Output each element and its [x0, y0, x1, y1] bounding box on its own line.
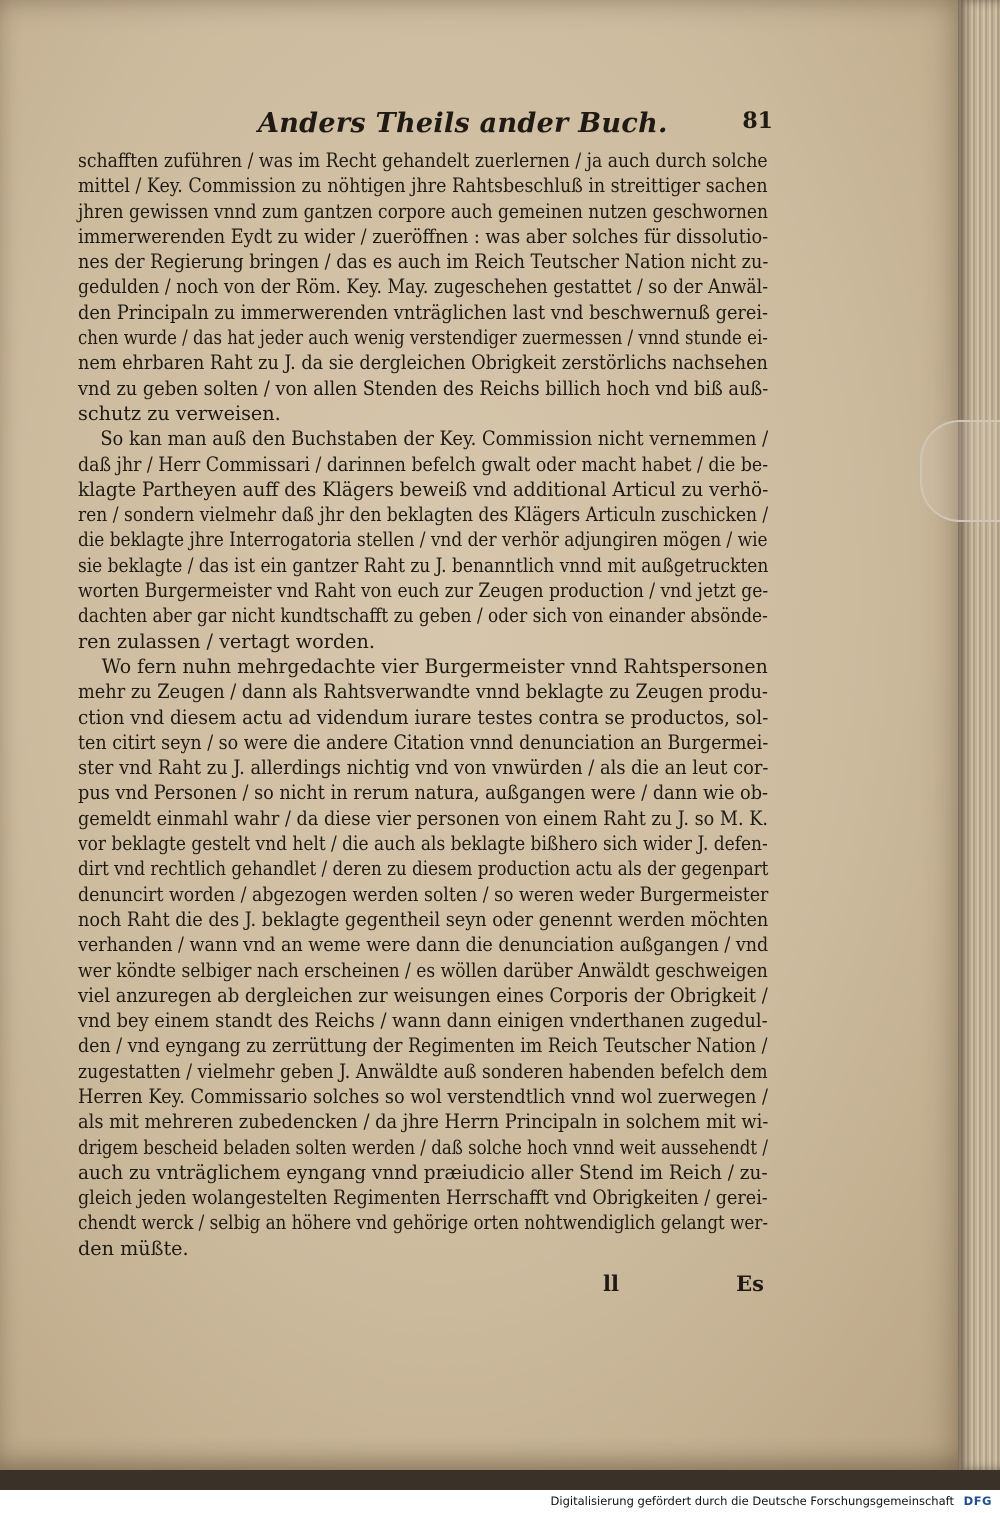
page-number: 81: [742, 108, 773, 134]
text-line: daß jhr / Herr Commissari / darinnen befelch gwalt oder macht habet / die be-: [78, 452, 769, 476]
signature-mark: ll: [603, 1271, 619, 1297]
text-line: schutz zu verweisen.: [78, 401, 281, 425]
text-line: nes der Regierung bringen / das es auch im Reich Teutscher Nation nicht zu-: [78, 250, 769, 274]
text-line: denuncirt worden / abgezogen werden solten / so weren weder Burgermeister: [78, 882, 769, 906]
text-line: ten citirt seyn / so were die andere Citation vnnd denunciation an Burgermei-: [78, 730, 769, 754]
funding-bar: [0, 1490, 1000, 1513]
text-line: wer köndte selbiger nach erscheinen / es wöllen darüber Anwäldt geschweigen: [78, 958, 768, 982]
text-line: chen wurde / das hat jeder auch wenig verstendiger zuermessen / vnnd stunde ei-: [78, 326, 768, 350]
text-line: zugestatten / vielmehr geben J. Anwäldte auß sonderen habenden befelch dem: [78, 1059, 768, 1083]
text-line: jhren gewissen vnnd zum gantzen corpore auch gemeinen nutzen geschwornen: [78, 199, 768, 223]
text-line: immerwerenden Eydt zu wider / zueröffnen : was aber solches für dissolutio-: [78, 224, 769, 248]
text-line: nem ehrbaren Raht zu J. da sie dergleichen Obrigkeit zerstörlichs nachsehen: [78, 351, 768, 375]
running-header: [78, 108, 773, 148]
text-line: ren / sondern vielmehr daß jhr den beklagten des Klägers Articuln zuschicken /: [78, 503, 769, 527]
paragraph: [78, 654, 768, 1261]
text-line: die beklagte jhre Interrogatoria stellen / vnd der verhör adjungiren mögen / wie: [78, 528, 768, 552]
text-line: ction vnd diesem actu ad videndum iurare testes contra se productos, sol-: [78, 705, 769, 729]
body-text: [78, 148, 768, 1261]
text-line: gleich jeden wolangestelten Regimenten Herrschafft vnd Obrigkeiten / gerei-: [78, 1186, 768, 1210]
text-line: Herren Key. Commissario solches so wol verstendtlich vnnd wol zuerwegen /: [78, 1084, 768, 1108]
text-line: vor beklagte gestelt vnd helt / die auch als beklagte bißhero sich wider J. defen-: [78, 832, 768, 856]
text-line: schafften zuführen / was im Recht gehandelt zuerlernen / ja auch durch solche: [78, 149, 768, 172]
paragraph: [78, 148, 768, 426]
text-line: dachten aber gar nicht kundtschafft zu geben / oder sich von einander absönde-: [78, 604, 768, 628]
text-line: den Principaln zu immerwerenden vnträglichen last vnd beschwernuß gerei-: [78, 300, 769, 324]
text-line: den müßte.: [78, 1236, 189, 1260]
text-line: ster vnd Raht zu J. allerdings nichtig vnd von vnwürden / als die an leut cor-: [78, 756, 769, 780]
page-footer: [78, 1271, 768, 1303]
text-line: gemeldt einmahl wahr / da diese vier personen von einem Raht zu J. so M. K.: [78, 806, 769, 830]
text-line: ren zulassen / vertagt worden.: [78, 629, 375, 653]
paragraph: [78, 426, 768, 654]
text-line: als mit mehreren zubedencken / da jhre Herrn Principaln in solchem mit wi-: [78, 1110, 769, 1134]
text-line: chendt werck / selbig an höhere vnd gehörige orten nohtwendiglich gelangt wer-: [78, 1211, 768, 1235]
text-line: mehr zu Zeugen / dann als Rahtsverwandte vnnd beklagte zu Zeugen produ-: [78, 680, 768, 704]
page-stack-edge: [958, 0, 1000, 1470]
page-tab-marker: [920, 420, 1000, 522]
catchword: Es: [736, 1271, 764, 1297]
text-line: auch zu vnträglichem eyngang vnnd præiudicio aller Stend im Reich / zu-: [78, 1160, 768, 1184]
text-line: sie beklagte / das ist ein gantzer Raht zu J. benanntlich vnnd mit außgetruckten: [78, 553, 769, 577]
page-content: [78, 108, 773, 1303]
text-line: verhanden / wann vnd an weme were dann die denunciation außgangen / vnd: [78, 933, 769, 957]
text-line: Wo fern nuhn mehrgedachte vier Burgermeister vnnd Rahtspersonen: [101, 654, 768, 678]
text-line: mittel / Key. Commission zu nöhtigen jhre Rahtsbeschluß in streittiger sachen: [78, 174, 768, 198]
dfg-logo: DFG: [963, 1494, 992, 1508]
text-line: klagte Partheyen auff des Klägers beweiß vnd additional Articul zu verhö-: [78, 477, 769, 501]
text-line: noch Raht die des J. beklagte gegentheil seyn oder genennt werden möchten: [78, 907, 769, 931]
funding-text: Digitalisierung gefördert durch die Deutsche Forschungsgemeinschaft: [550, 1494, 954, 1508]
text-line: worten Burgermeister vnd Raht von euch zur Zeugen production / vnd jetzt ge-: [78, 579, 769, 603]
text-line: dirt vnd rechtlich gehandlet / deren zu diesem production actu als der gegenpart: [78, 857, 769, 881]
text-line: drigem bescheid beladen solten werden / daß solche hoch vnnd weit aussehendt /: [78, 1135, 768, 1159]
text-line: viel anzuregen ab dergleichen zur weisungen eines Corporis der Obrigkeit /: [78, 983, 768, 1007]
running-title: Anders Theils ander Buch.: [258, 108, 668, 139]
text-line: So kan man auß den Buchstaben der Key. Commission nicht vernemmen /: [100, 427, 769, 451]
text-line: pus vnd Personen / so nicht in rerum natura, außgangen were / dann wie ob-: [78, 781, 769, 805]
text-line: vnd bey einem standt des Reichs / wann dann einigen vnderthanen zugedul-: [78, 1009, 768, 1033]
text-line: gedulden / noch von der Röm. Key. May. zugeschehen gestattet / so der Anwäl-: [78, 275, 769, 299]
text-line: vnd zu geben solten / von allen Stenden des Reichs billich hoch vnd biß auß-: [78, 376, 769, 400]
paragraph-container: [78, 148, 768, 1261]
text-line: den / vnd eyngang zu zerrüttung der Regimenten im Reich Teutscher Nation /: [78, 1034, 768, 1058]
